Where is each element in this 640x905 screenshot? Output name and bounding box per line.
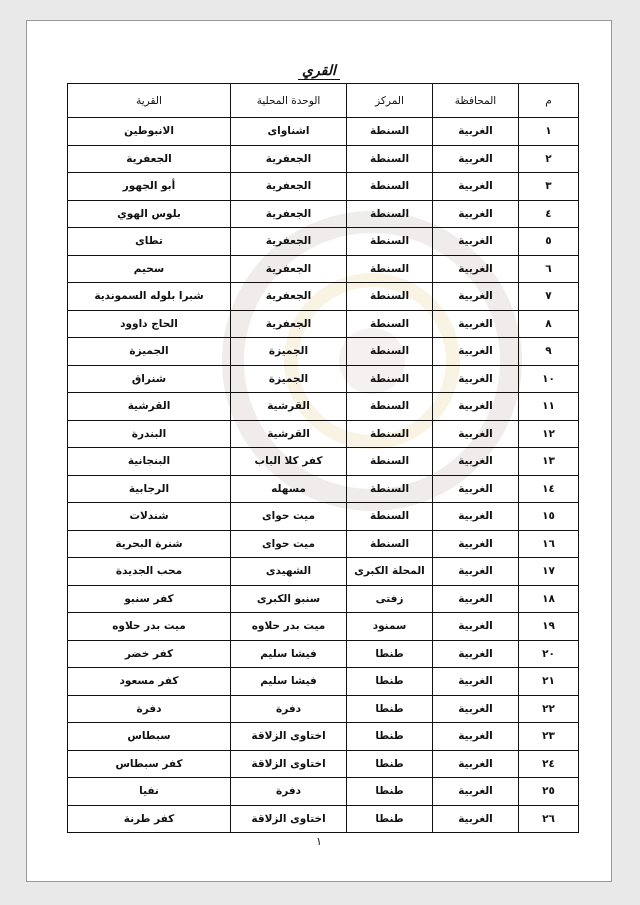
- cell-governorate: الغربية: [433, 448, 519, 476]
- cell-village: شنراق: [68, 365, 231, 393]
- cell-num: ٢٤: [519, 750, 579, 778]
- cell-num: ١٦: [519, 530, 579, 558]
- header-num: م: [519, 84, 579, 118]
- cell-governorate: الغربية: [433, 695, 519, 723]
- table-row: [68, 118, 579, 146]
- cell-local-unit: الجعفرية: [231, 255, 347, 283]
- table-row: [68, 393, 579, 421]
- cell-village: القرشية: [68, 393, 231, 421]
- cell-center: طنطا: [347, 805, 433, 833]
- page-title: [27, 63, 611, 79]
- cell-center: المحلة الكبرى: [347, 558, 433, 586]
- cell-village: كفر طرنة: [68, 805, 231, 833]
- cell-governorate: الغربية: [433, 228, 519, 256]
- cell-village: البندرة: [68, 420, 231, 448]
- cell-local-unit: فيشا سليم: [231, 640, 347, 668]
- cell-num: ٤: [519, 200, 579, 228]
- cell-num: ٢٦: [519, 805, 579, 833]
- cell-center: سمنود: [347, 613, 433, 641]
- cell-village: دفرة: [68, 695, 231, 723]
- cell-num: ٣: [519, 173, 579, 201]
- cell-governorate: الغربية: [433, 420, 519, 448]
- cell-num: ١٢: [519, 420, 579, 448]
- cell-governorate: الغربية: [433, 310, 519, 338]
- cell-num: ١١: [519, 393, 579, 421]
- cell-center: السنطة: [347, 420, 433, 448]
- cell-center: السنطة: [347, 503, 433, 531]
- cell-local-unit: فيشا سليم: [231, 668, 347, 696]
- table-row: [68, 585, 579, 613]
- cell-center: زفتى: [347, 585, 433, 613]
- cell-center: السنطة: [347, 283, 433, 311]
- table-row: [68, 420, 579, 448]
- table-row: [68, 805, 579, 833]
- cell-num: ٧: [519, 283, 579, 311]
- table-row: [68, 640, 579, 668]
- cell-village: سبطاس: [68, 723, 231, 751]
- cell-local-unit: ميت حواى: [231, 503, 347, 531]
- table-row: [68, 228, 579, 256]
- cell-village: نفيا: [68, 778, 231, 806]
- villages-table: [67, 83, 579, 833]
- cell-village: البنجانية: [68, 448, 231, 476]
- cell-local-unit: القرشية: [231, 393, 347, 421]
- cell-village: شبرا بلوله السموندية: [68, 283, 231, 311]
- cell-local-unit: الجعفرية: [231, 228, 347, 256]
- cell-local-unit: اختاوى الزلاقة: [231, 750, 347, 778]
- cell-center: السنطة: [347, 448, 433, 476]
- cell-center: السنطة: [347, 228, 433, 256]
- cell-village: الحاج داوود: [68, 310, 231, 338]
- cell-governorate: الغربية: [433, 558, 519, 586]
- page-number: ١: [316, 835, 322, 848]
- cell-local-unit: الجميزة: [231, 338, 347, 366]
- cell-governorate: الغربية: [433, 118, 519, 146]
- cell-governorate: الغربية: [433, 778, 519, 806]
- cell-num: ٥: [519, 228, 579, 256]
- cell-local-unit: القرشية: [231, 420, 347, 448]
- cell-governorate: الغربية: [433, 805, 519, 833]
- cell-governorate: الغربية: [433, 668, 519, 696]
- cell-village: كفر سبطاس: [68, 750, 231, 778]
- cell-center: السنطة: [347, 338, 433, 366]
- table-row: [68, 778, 579, 806]
- cell-num: ١٠: [519, 365, 579, 393]
- cell-num: ١٧: [519, 558, 579, 586]
- cell-governorate: الغربية: [433, 723, 519, 751]
- cell-governorate: الغربية: [433, 365, 519, 393]
- cell-center: السنطة: [347, 310, 433, 338]
- page-title-text: القري: [298, 63, 340, 80]
- header-governorate: المحافظة: [433, 84, 519, 118]
- cell-local-unit: الجعفرية: [231, 200, 347, 228]
- cell-governorate: الغربية: [433, 255, 519, 283]
- table-row: [68, 365, 579, 393]
- table-row: [68, 695, 579, 723]
- cell-center: طنطا: [347, 640, 433, 668]
- header-local-unit: الوحدة المحلية: [231, 84, 347, 118]
- cell-local-unit: الجعفرية: [231, 310, 347, 338]
- table-header-row: [68, 84, 579, 118]
- cell-governorate: الغربية: [433, 338, 519, 366]
- table-row: [68, 283, 579, 311]
- cell-village: الجميزة: [68, 338, 231, 366]
- cell-local-unit: الشهيدى: [231, 558, 347, 586]
- cell-num: ٨: [519, 310, 579, 338]
- cell-center: طنطا: [347, 668, 433, 696]
- cell-village: شنرة البحرية: [68, 530, 231, 558]
- cell-local-unit: ميت حواى: [231, 530, 347, 558]
- cell-village: بلوس الهوي: [68, 200, 231, 228]
- cell-governorate: الغربية: [433, 640, 519, 668]
- cell-center: طنطا: [347, 695, 433, 723]
- cell-center: طنطا: [347, 778, 433, 806]
- cell-num: ٩: [519, 338, 579, 366]
- cell-local-unit: دفرة: [231, 695, 347, 723]
- table-row: [68, 475, 579, 503]
- cell-local-unit: اختاوى الزلاقة: [231, 723, 347, 751]
- cell-governorate: الغربية: [433, 585, 519, 613]
- table-row: [68, 613, 579, 641]
- cell-center: السنطة: [347, 365, 433, 393]
- cell-governorate: الغربية: [433, 503, 519, 531]
- cell-village: ميت بدر حلاوه: [68, 613, 231, 641]
- document-page: [26, 20, 612, 882]
- header-village: القرية: [68, 84, 231, 118]
- cell-village: محب الجديدة: [68, 558, 231, 586]
- cell-local-unit: اشناواى: [231, 118, 347, 146]
- cell-num: ١٩: [519, 613, 579, 641]
- cell-governorate: الغربية: [433, 200, 519, 228]
- table-body: [68, 118, 579, 833]
- cell-center: السنطة: [347, 530, 433, 558]
- cell-num: ٦: [519, 255, 579, 283]
- cell-local-unit: مسهله: [231, 475, 347, 503]
- cell-local-unit: الجعفرية: [231, 283, 347, 311]
- cell-local-unit: سنبو الكبرى: [231, 585, 347, 613]
- cell-center: السنطة: [347, 255, 433, 283]
- cell-center: طنطا: [347, 723, 433, 751]
- cell-village: الجعفرية: [68, 145, 231, 173]
- cell-governorate: الغربية: [433, 283, 519, 311]
- cell-village: كفر سنبو: [68, 585, 231, 613]
- cell-center: طنطا: [347, 750, 433, 778]
- cell-num: ١٤: [519, 475, 579, 503]
- cell-governorate: الغربية: [433, 393, 519, 421]
- cell-num: ٢٠: [519, 640, 579, 668]
- table-row: [68, 255, 579, 283]
- cell-center: السنطة: [347, 475, 433, 503]
- cell-village: كفر مسعود: [68, 668, 231, 696]
- cell-local-unit: ميت بدر حلاوه: [231, 613, 347, 641]
- table-row: [68, 723, 579, 751]
- cell-num: ٢٣: [519, 723, 579, 751]
- cell-num: ٢: [519, 145, 579, 173]
- cell-num: ٢١: [519, 668, 579, 696]
- table-row: [68, 448, 579, 476]
- cell-num: ١٥: [519, 503, 579, 531]
- cell-governorate: الغربية: [433, 613, 519, 641]
- cell-center: السنطة: [347, 118, 433, 146]
- cell-num: ٢٢: [519, 695, 579, 723]
- cell-center: السنطة: [347, 200, 433, 228]
- table-row: [68, 310, 579, 338]
- cell-center: السنطة: [347, 393, 433, 421]
- cell-village: الانبوطين: [68, 118, 231, 146]
- cell-governorate: الغربية: [433, 530, 519, 558]
- cell-village: كفر خضر: [68, 640, 231, 668]
- cell-village: سحيم: [68, 255, 231, 283]
- cell-governorate: الغربية: [433, 750, 519, 778]
- table-row: [68, 750, 579, 778]
- table-row: [68, 558, 579, 586]
- table-row: [68, 145, 579, 173]
- cell-governorate: الغربية: [433, 173, 519, 201]
- cell-local-unit: دفرة: [231, 778, 347, 806]
- header-center: المركز: [347, 84, 433, 118]
- cell-num: ٢٥: [519, 778, 579, 806]
- cell-num: ١٣: [519, 448, 579, 476]
- cell-village: الرجابية: [68, 475, 231, 503]
- table-row: [68, 503, 579, 531]
- table-row: [68, 530, 579, 558]
- table-row: [68, 200, 579, 228]
- cell-governorate: الغربية: [433, 475, 519, 503]
- table-row: [68, 173, 579, 201]
- cell-village: تطاى: [68, 228, 231, 256]
- cell-local-unit: الجعفرية: [231, 173, 347, 201]
- cell-local-unit: اختاوى الزلاقة: [231, 805, 347, 833]
- cell-num: ١٨: [519, 585, 579, 613]
- cell-village: شندلات: [68, 503, 231, 531]
- cell-local-unit: الجميزة: [231, 365, 347, 393]
- cell-center: السنطة: [347, 173, 433, 201]
- table-row: [68, 668, 579, 696]
- cell-local-unit: الجعفرية: [231, 145, 347, 173]
- cell-num: ١: [519, 118, 579, 146]
- cell-village: أبو الجهور: [68, 173, 231, 201]
- cell-local-unit: كفر كلا الباب: [231, 448, 347, 476]
- cell-center: السنطة: [347, 145, 433, 173]
- table-row: [68, 338, 579, 366]
- cell-governorate: الغربية: [433, 145, 519, 173]
